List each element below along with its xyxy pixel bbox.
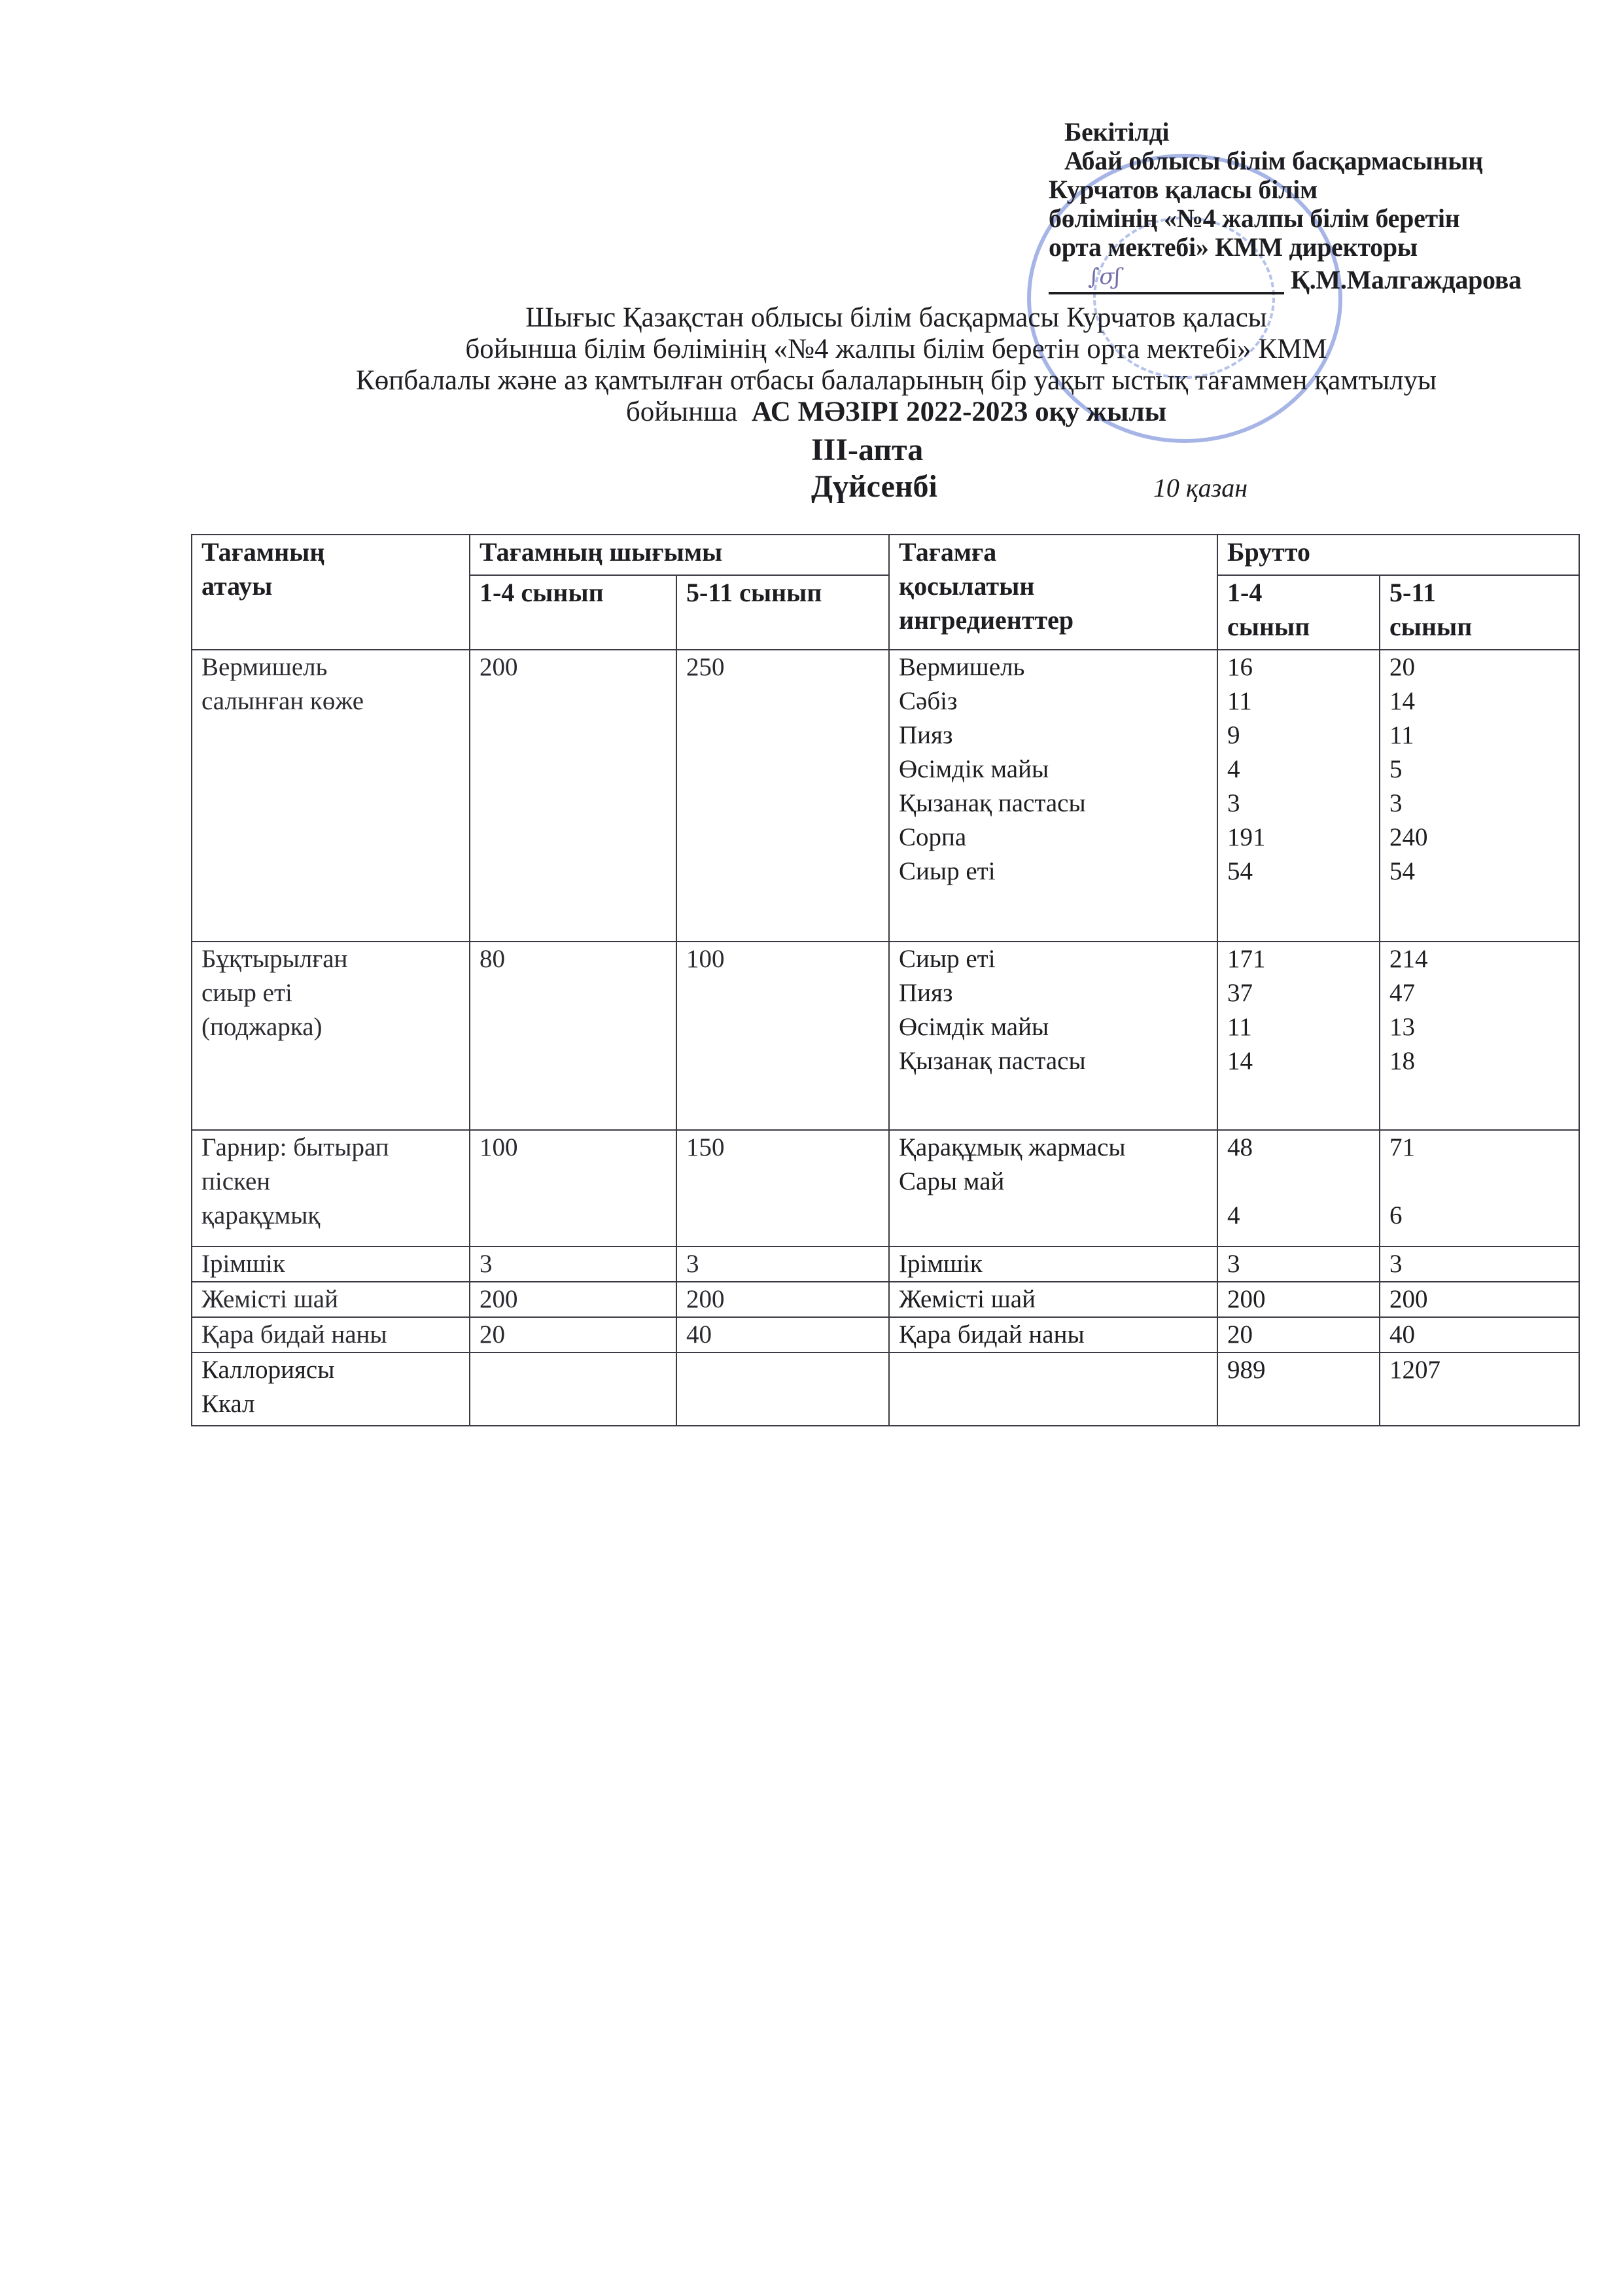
dish-name-line: Қара бидай наны	[201, 1320, 387, 1349]
brutto-1-4-line: 16	[1227, 653, 1253, 681]
heading-line-3: Көпбалалы және аз қамтылған отбасы балаларының бір уақыт ыстық тағаммен қамтылуы	[356, 365, 1437, 396]
brutto-5-11-line: 71	[1389, 1133, 1416, 1161]
menu-table	[191, 534, 1580, 1426]
brutto-1-4-line: 4	[1227, 755, 1240, 783]
ingredients-line: Қызанақ пастасы	[899, 789, 1086, 817]
total-yield-1-4	[470, 1352, 676, 1426]
brutto-5-11-line: 40	[1389, 1320, 1416, 1349]
header-text: Тағамның	[201, 537, 325, 567]
approval-line: орта мектебі» КММ директоры	[1049, 232, 1418, 262]
yield-1-4: 80	[470, 942, 676, 1130]
brutto-5-11-line: 20	[1389, 653, 1416, 681]
calories-5-11: 1207	[1380, 1352, 1579, 1426]
brutto-5-11	[1380, 1282, 1579, 1317]
ingredients-line: Пияз	[899, 721, 953, 749]
brutto-1-4-line: 48	[1227, 1133, 1253, 1161]
header-text: Тағамға	[899, 537, 997, 567]
yield-1-4: 100	[470, 1130, 676, 1246]
date-label: 10 қазан	[1153, 473, 1248, 503]
ingredients-line: Сиыр еті	[899, 945, 996, 973]
approval-block	[1043, 118, 1606, 294]
brutto-1-4-line: 20	[1227, 1320, 1253, 1349]
approval-line: Курчатов қаласы білім	[1049, 175, 1318, 204]
signatory-name: Қ.М.Малгаждарова	[1291, 265, 1522, 294]
brutto-1-4-line: 37	[1227, 979, 1253, 1007]
table-row	[192, 1282, 1579, 1317]
yield-5-11: 40	[676, 1317, 889, 1352]
brutto-5-11-line: 240	[1389, 823, 1428, 851]
dish-name	[192, 1317, 470, 1352]
table-row	[192, 942, 1579, 1130]
brutto-1-4-line: 54	[1227, 857, 1253, 885]
brutto-1-4-line: 9	[1227, 721, 1240, 749]
ingredients	[889, 1317, 1217, 1352]
brutto-1-4-line	[1227, 1165, 1370, 1199]
heading-line-2: бойынша білім бөлімінің «№4 жалпы білім беретін орта мектебі» КММ	[465, 334, 1327, 364]
brutto-1-4-line: 200	[1227, 1285, 1266, 1313]
brutto-5-11-line: 47	[1389, 979, 1416, 1007]
dish-name-line: (поджарка)	[201, 1013, 323, 1041]
ingredients-line: Қара бидай наны	[899, 1320, 1085, 1349]
brutto-5-11-line: 3	[1389, 789, 1403, 817]
header-text: 5-11	[1389, 578, 1437, 607]
header-brutto-1-4	[1217, 575, 1380, 650]
brutto-5-11	[1380, 1130, 1579, 1246]
dish-name	[192, 1130, 470, 1246]
ingredients-line: Сары май	[899, 1167, 1005, 1195]
brutto-5-11-line: 11	[1389, 721, 1414, 749]
yield-5-11: 100	[676, 942, 889, 1130]
brutto-5-11-line: 54	[1389, 857, 1416, 885]
heading-line-4	[183, 397, 1609, 428]
header-text: ингредиенттер	[899, 605, 1074, 635]
calories-1-4: 989	[1217, 1352, 1380, 1426]
ingredients-line: Ірімшік	[899, 1250, 983, 1278]
brutto-5-11-line: 3	[1389, 1250, 1403, 1278]
brutto-5-11-line: 14	[1389, 687, 1416, 715]
brutto-5-11	[1380, 1317, 1579, 1352]
header-yield-5-11: 5-11 сынып	[676, 575, 889, 650]
ingredients-line: Сәбіз	[899, 687, 958, 715]
brutto-1-4	[1217, 1246, 1380, 1282]
brutto-1-4-line: 191	[1227, 823, 1266, 851]
calories-label-line: Ккал	[201, 1390, 255, 1418]
header-text: 1-4	[1227, 578, 1263, 607]
dish-name-line: салынған көже	[201, 687, 364, 715]
day-row	[811, 468, 1465, 505]
brutto-5-11	[1380, 942, 1579, 1130]
yield-1-4: 200	[470, 650, 676, 942]
day-label: Дүйсенбі	[811, 469, 937, 504]
menu-title: АС МӘЗІРІ 2022-2023 оқу жылы	[751, 397, 1167, 427]
brutto-1-4	[1217, 1317, 1380, 1352]
approval-line: Абай облысы білім басқармасының	[1064, 146, 1483, 175]
brutto-5-11-line: 18	[1389, 1047, 1416, 1075]
dish-name	[192, 1282, 470, 1317]
ingredients-line: Жемісті шай	[899, 1285, 1036, 1313]
brutto-1-4-line: 3	[1227, 1250, 1240, 1278]
brutto-1-4-line: 171	[1227, 945, 1266, 973]
ingredients-line: Қызанақ пастасы	[899, 1047, 1086, 1075]
dish-name-line: Гарнир: бытырап	[201, 1133, 389, 1161]
yield-5-11: 250	[676, 650, 889, 942]
yield-1-4: 20	[470, 1317, 676, 1352]
dish-name	[192, 650, 470, 942]
brutto-1-4-line: 3	[1227, 789, 1240, 817]
table-row	[192, 1130, 1579, 1246]
yield-1-4: 200	[470, 1282, 676, 1317]
ingredients	[889, 942, 1217, 1130]
header-yield-1-4: 1-4 сынып	[470, 575, 676, 650]
ingredients-line: Вермишель	[899, 653, 1025, 681]
ingredients	[889, 1282, 1217, 1317]
brutto-1-4	[1217, 1130, 1380, 1246]
ingredients-line: Сиыр еті	[899, 857, 996, 885]
total-yield-5-11	[676, 1352, 889, 1426]
header-text: атауы	[201, 571, 273, 601]
header-text: сынып	[1389, 612, 1473, 641]
header-dish-name	[192, 535, 470, 650]
header-text: сынып	[1227, 612, 1310, 641]
yield-5-11: 3	[676, 1246, 889, 1282]
brutto-5-11-line: 6	[1389, 1201, 1403, 1229]
brutto-1-4	[1217, 942, 1380, 1130]
header-yield: Тағамның шығымы	[470, 535, 889, 575]
header-ingredients	[889, 535, 1217, 650]
week-label: III-апта	[811, 433, 924, 467]
brutto-5-11	[1380, 1246, 1579, 1282]
brutto-1-4-line: 11	[1227, 1013, 1252, 1041]
approval-title: Бекітілді	[1064, 117, 1170, 147]
total-ingredients	[889, 1352, 1217, 1426]
signature-row	[1043, 262, 1606, 294]
brutto-1-4	[1217, 650, 1380, 942]
dish-name	[192, 1246, 470, 1282]
calories-label-line: Каллориясы	[201, 1356, 335, 1384]
brutto-1-4-line: 14	[1227, 1047, 1253, 1075]
dish-name-line: піскен	[201, 1167, 271, 1195]
heading-line-1: Шығыс Қазақстан облысы білім басқармасы Курчатов қаласы	[525, 302, 1267, 333]
yield-1-4: 3	[470, 1246, 676, 1282]
total-row	[192, 1352, 1579, 1426]
week-day-block	[811, 432, 1465, 508]
document-heading	[183, 302, 1609, 428]
ingredients-line: Өсімдік майы	[899, 755, 1049, 783]
header-brutto: Брутто	[1217, 535, 1579, 575]
brutto-5-11-line: 214	[1389, 945, 1428, 973]
table-row	[192, 1317, 1579, 1352]
menu-table-body	[192, 650, 1579, 1426]
dish-name-line: Вермишель	[201, 653, 328, 681]
heading-line-4-prefix: бойынша	[625, 397, 738, 427]
signature-line	[1049, 262, 1284, 294]
dish-name	[192, 942, 470, 1130]
ingredients	[889, 650, 1217, 942]
dish-name-line: қарақұмық	[201, 1201, 321, 1229]
calories-label	[192, 1352, 470, 1426]
brutto-5-11-line: 200	[1389, 1285, 1428, 1313]
header-text: қосылатын	[899, 571, 1035, 601]
brutto-5-11	[1380, 650, 1579, 942]
brutto-1-4	[1217, 1282, 1380, 1317]
dish-name-line: Ірімшік	[201, 1250, 285, 1278]
table-row	[192, 1246, 1579, 1282]
ingredients-line: Пияз	[899, 979, 953, 1007]
signature-scribble-icon: ∫σʃ	[1088, 264, 1121, 290]
header-brutto-5-11	[1380, 575, 1579, 650]
ingredients-line: Сорпа	[899, 823, 967, 851]
dish-name-line: Бұқтырылған	[201, 945, 348, 973]
yield-5-11: 200	[676, 1282, 889, 1317]
ingredients-line: Қарақұмық жармасы	[899, 1133, 1126, 1161]
dish-name-line: сиыр еті	[201, 979, 292, 1007]
brutto-1-4-line: 4	[1227, 1201, 1240, 1229]
brutto-5-11-line: 5	[1389, 755, 1403, 783]
table-row	[192, 650, 1579, 942]
ingredients	[889, 1130, 1217, 1246]
brutto-5-11-line: 13	[1389, 1013, 1416, 1041]
yield-5-11: 150	[676, 1130, 889, 1246]
dish-name-line: Жемісті шай	[201, 1285, 338, 1313]
brutto-5-11-line	[1389, 1165, 1569, 1199]
brutto-1-4-line: 11	[1227, 687, 1252, 715]
approval-line: бөлімінің «№4 жалпы білім беретін	[1049, 203, 1460, 233]
ingredients	[889, 1246, 1217, 1282]
ingredients-line: Өсімдік майы	[899, 1013, 1049, 1041]
